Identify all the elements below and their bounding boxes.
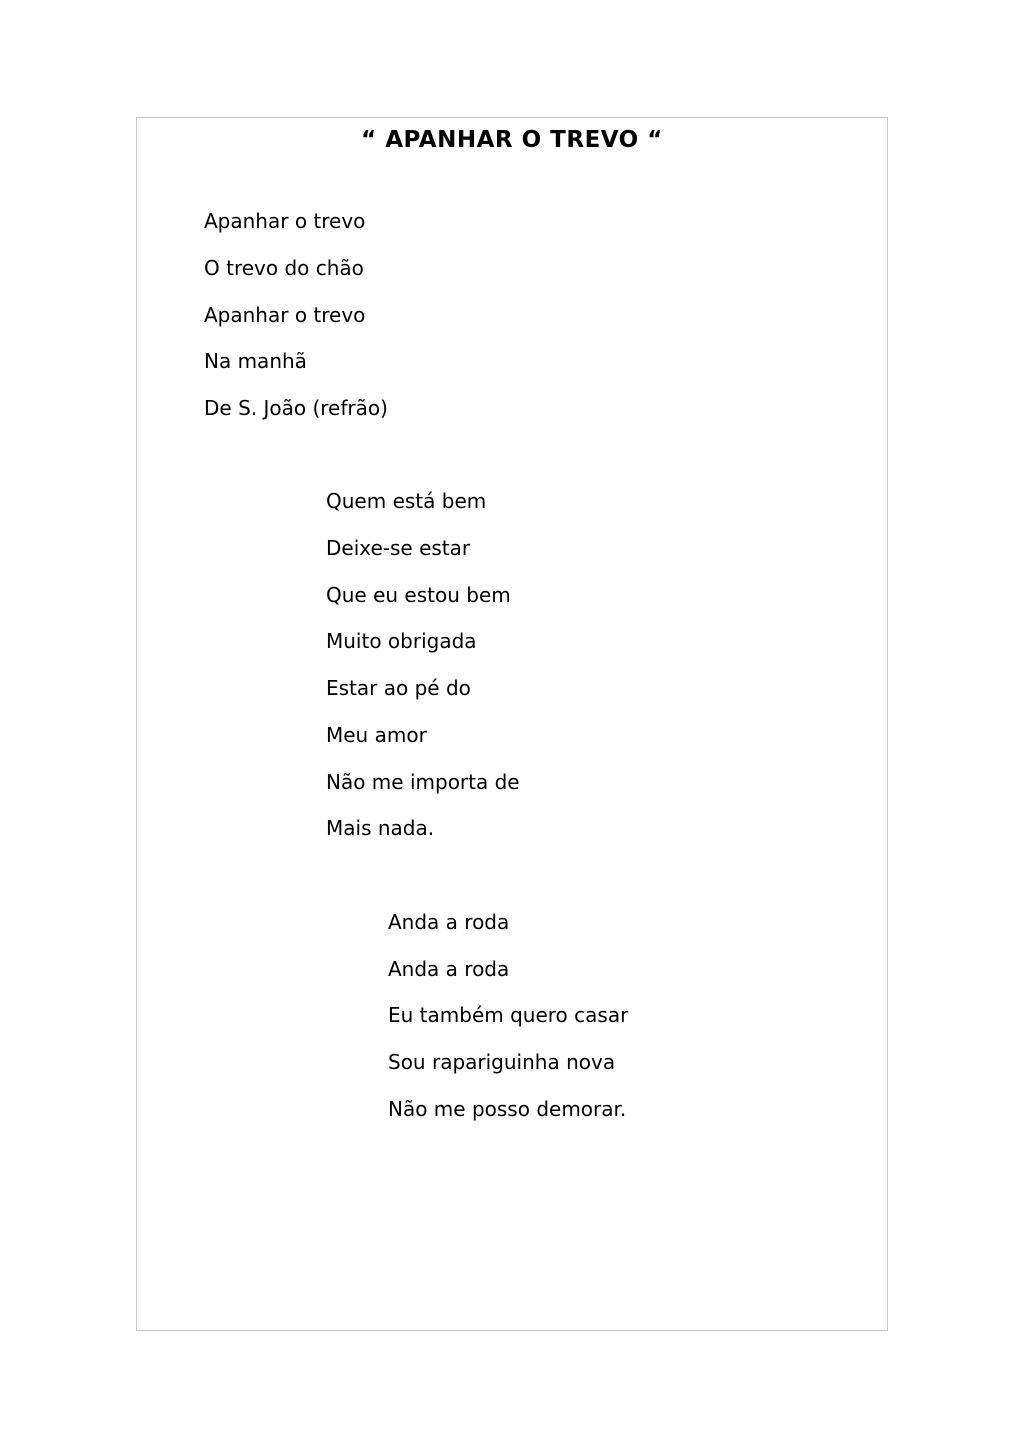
verse-line: Sou rapariguinha nova: [388, 1050, 616, 1074]
verse-line: Não me importa de: [326, 770, 520, 794]
verse-line: De S. João (refrão): [204, 396, 388, 420]
poem-title: “ APANHAR O TREVO “: [361, 127, 663, 153]
verse-line: Apanhar o trevo: [204, 303, 366, 327]
verse-line: Na manhã: [204, 349, 307, 373]
verse-line: Que eu estou bem: [326, 583, 511, 607]
verse-line: Quem está bem: [326, 489, 487, 513]
verse-line: Meu amor: [326, 723, 427, 747]
verse-line: Apanhar o trevo: [204, 209, 366, 233]
verse-line: Estar ao pé do: [326, 676, 471, 700]
verse-line: Anda a roda: [388, 910, 510, 934]
verse-line: Anda a roda: [388, 957, 510, 981]
verse-line: O trevo do chão: [204, 256, 364, 280]
verse-line: Mais nada.: [326, 816, 435, 840]
page-border: [136, 117, 888, 1331]
verse-line: Deixe-se estar: [326, 536, 471, 560]
verse-line: Muito obrigada: [326, 629, 477, 653]
verse-line: Eu também quero casar: [388, 1003, 629, 1027]
verse-line: Não me posso demorar.: [388, 1097, 627, 1121]
